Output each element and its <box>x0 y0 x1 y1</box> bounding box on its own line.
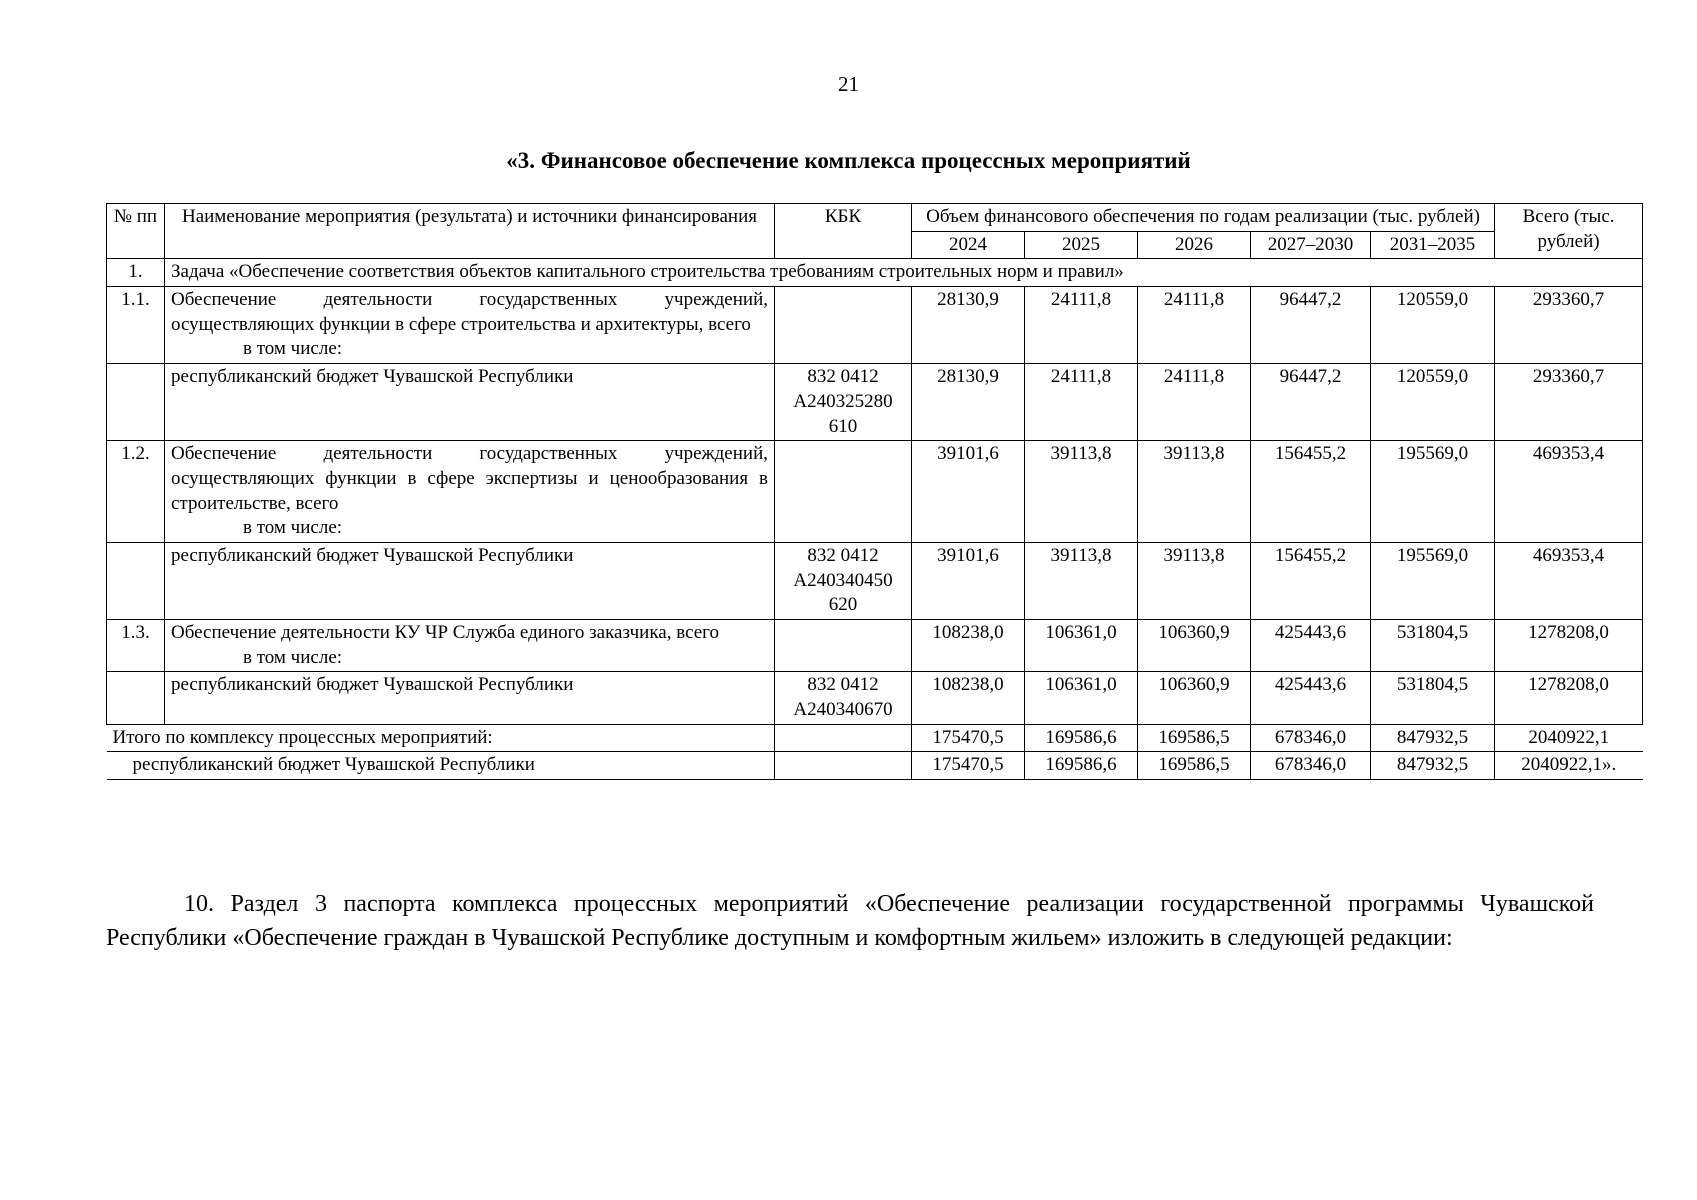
cell-value: 120559,0 <box>1371 364 1495 441</box>
totals-label: республиканский бюджет Чувашской Республики <box>107 752 775 780</box>
header-volume: Объем финансового обеспечения по годам реализации (тыс. рублей) <box>912 204 1495 232</box>
cell-value: 195569,0 <box>1371 542 1495 619</box>
table-row <box>107 672 1643 724</box>
cell-value: 106360,9 <box>1138 672 1251 724</box>
cell-value: 425443,6 <box>1251 620 1371 672</box>
row-including: в том числе: <box>243 517 343 539</box>
page-number: 21 <box>838 72 859 96</box>
row-kbk <box>775 287 912 364</box>
task-text: Задача «Обеспечение соответствия объектов капитального строительства требованиям строительных норм и правил» <box>165 259 1643 287</box>
cell-value: 96447,2 <box>1251 364 1371 441</box>
row-kbk <box>775 620 912 672</box>
cell-value: 195569,0 <box>1371 441 1495 543</box>
row-kbk <box>775 542 912 619</box>
cell-value: 24111,8 <box>1025 364 1138 441</box>
cell-value: 24111,8 <box>1138 287 1251 364</box>
cell-value: 39113,8 <box>1025 441 1138 543</box>
task-row <box>107 259 1643 287</box>
row-num: 1.2. <box>107 441 165 543</box>
row-source: республиканский бюджет Чувашской Республики <box>165 672 775 724</box>
kbk-line: 610 <box>828 415 858 437</box>
header-year: 2031–2035 <box>1371 231 1495 259</box>
cell-total: 469353,4 <box>1495 542 1643 619</box>
row-including: в том числе: <box>243 338 343 360</box>
row-name-text: Обеспечение деятельности государственных учреждений, осуществляющих функции в сфере экспертизы и ценообразования в строительстве, всего <box>171 443 768 514</box>
kbk-line: А240325280 <box>793 390 893 412</box>
cell-value: 106361,0 <box>1025 620 1138 672</box>
totals-kbk <box>775 752 912 780</box>
cell-value: 847932,5 <box>1371 752 1495 780</box>
cell-value: 531804,5 <box>1371 620 1495 672</box>
cell-value: 425443,6 <box>1251 672 1371 724</box>
cell-value: 39113,8 <box>1138 441 1251 543</box>
cell-value: 24111,8 <box>1025 287 1138 364</box>
kbk-line: 620 <box>828 594 858 616</box>
row-num <box>107 364 165 441</box>
table-row <box>107 287 1643 364</box>
cell-total: 293360,7 <box>1495 287 1643 364</box>
header-year: 2025 <box>1025 231 1138 259</box>
row-kbk <box>775 672 912 724</box>
section-title: «3. Финансовое обеспечение комплекса процессных мероприятий <box>506 148 1191 173</box>
kbk-line: 832 0412 <box>807 544 879 566</box>
cell-total: 1278208,0 <box>1495 672 1643 724</box>
cell-value: 169586,6 <box>1025 752 1138 780</box>
row-num: 1.3. <box>107 620 165 672</box>
cell-value: 106361,0 <box>1025 672 1138 724</box>
header-year: 2026 <box>1138 231 1251 259</box>
cell-value: 678346,0 <box>1251 724 1371 752</box>
row-name <box>165 287 775 364</box>
cell-total: 293360,7 <box>1495 364 1643 441</box>
cell-value: 108238,0 <box>912 620 1025 672</box>
totals-label: Итого по комплексу процессных мероприятий: <box>107 724 775 752</box>
cell-value: 39101,6 <box>912 441 1025 543</box>
cell-total: 2040922,1». <box>1495 752 1643 780</box>
kbk-line: А240340670 <box>793 699 893 721</box>
row-name <box>165 441 775 543</box>
row-kbk <box>775 364 912 441</box>
table-row <box>107 364 1643 441</box>
totals-kbk <box>775 724 912 752</box>
cell-value: 175470,5 <box>912 724 1025 752</box>
table-row <box>107 620 1643 672</box>
cell-value: 39113,8 <box>1025 542 1138 619</box>
row-name-text: Обеспечение деятельности КУ ЧР Служба единого заказчика, всего <box>171 622 719 643</box>
cell-value: 169586,5 <box>1138 724 1251 752</box>
row-num: 1.1. <box>107 287 165 364</box>
cell-value: 678346,0 <box>1251 752 1371 780</box>
header-year: 2024 <box>912 231 1025 259</box>
cell-value: 39101,6 <box>912 542 1025 619</box>
cell-total: 2040922,1 <box>1495 724 1643 752</box>
cell-value: 156455,2 <box>1251 542 1371 619</box>
header-year: 2027–2030 <box>1251 231 1371 259</box>
totals-row <box>107 724 1643 752</box>
cell-total: 1278208,0 <box>1495 620 1643 672</box>
header-name: Наименование мероприятия (результата) и источники финансирования <box>165 204 775 259</box>
header-row <box>107 204 1643 232</box>
task-num: 1. <box>107 259 165 287</box>
cell-value: 106360,9 <box>1138 620 1251 672</box>
cell-value: 847932,5 <box>1371 724 1495 752</box>
kbk-line: 832 0412 <box>807 674 879 696</box>
cell-value: 96447,2 <box>1251 287 1371 364</box>
cell-value: 39113,8 <box>1138 542 1251 619</box>
row-name <box>165 620 775 672</box>
row-name-text: Обеспечение деятельности государственных учреждений, осуществляющих функции в сфере строительства и архитектуры, всего <box>171 289 768 335</box>
header-num: № пп <box>107 204 165 259</box>
table-row <box>107 542 1643 619</box>
header-total: Всего (тыс. рублей) <box>1495 204 1643 259</box>
header-kbk: КБК <box>775 204 912 259</box>
financing-table <box>106 203 1643 780</box>
cell-value: 28130,9 <box>912 287 1025 364</box>
cell-value: 28130,9 <box>912 364 1025 441</box>
cell-value: 156455,2 <box>1251 441 1371 543</box>
row-source: республиканский бюджет Чувашской Республики <box>165 364 775 441</box>
row-num <box>107 542 165 619</box>
cell-total: 469353,4 <box>1495 441 1643 543</box>
body-paragraph: 10. Раздел 3 паспорта комплекса процессных мероприятий «Обеспечение реализации государственной программы Чувашской Республики «Обеспечение граждан в Чувашской Республике доступным и комфортным жильем» изложить в следующей редакции: <box>106 891 1594 951</box>
cell-value: 175470,5 <box>912 752 1025 780</box>
cell-value: 169586,6 <box>1025 724 1138 752</box>
cell-value: 531804,5 <box>1371 672 1495 724</box>
row-source: республиканский бюджет Чувашской Республики <box>165 542 775 619</box>
cell-value: 169586,5 <box>1138 752 1251 780</box>
table-row <box>107 441 1643 543</box>
kbk-line: 832 0412 <box>807 366 879 388</box>
row-kbk <box>775 441 912 543</box>
kbk-line: А240340450 <box>793 569 893 591</box>
cell-value: 24111,8 <box>1138 364 1251 441</box>
cell-value: 108238,0 <box>912 672 1025 724</box>
cell-value: 120559,0 <box>1371 287 1495 364</box>
totals-row <box>107 752 1643 780</box>
row-including: в том числе: <box>243 646 343 668</box>
row-num <box>107 672 165 724</box>
